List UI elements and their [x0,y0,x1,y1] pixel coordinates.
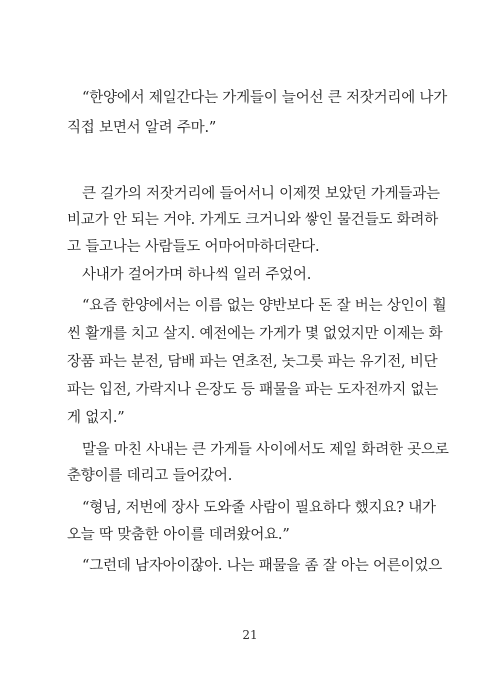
text-line: 씬 활개를 치고 살지. 예전에는 가게가 몇 없었지만 이제는 화 [67,326,443,342]
text-line: 고 들고나는 사람들도 어마어마하더란다. [67,239,320,255]
text-line: “한양에서 제일간다는 가게들이 늘어선 큰 저잣거리에 나가 [82,90,448,106]
text-line: 게 없지.” [67,410,125,426]
text-line: “요즘 한양에서는 이름 없는 양반보다 돈 잘 버는 상인이 훨 [82,298,447,314]
text-line: 비교가 안 되는 거야. 가게도 크거니와 쌓인 물건들도 화려하 [67,212,439,228]
text-line: “형님, 저번에 장사 도와줄 사람이 필요하다 했지요? 내가 [82,500,436,516]
text-line: 사내가 걸어가며 하나씩 일러 주었어. [82,267,312,283]
text-line: 파는 입전, 가락지나 은장도 등 패물을 파는 도자전까지 없는 [67,382,439,398]
page-number: 21 [242,628,258,642]
text-line: 큰 길가의 저잣거리에 들어서니 이제껏 보았던 가게들과는 [82,186,440,202]
text-line: 말을 마친 사내는 큰 가게들 사이에서도 제일 화려한 곳으로 [82,442,449,458]
text-line: 직접 보면서 알려 주마.” [67,120,217,136]
text-line: 장품 파는 분전, 담배 파는 연초전, 놋그릇 파는 유기전, 비단 [67,354,438,370]
text-line: 오늘 딱 맞춤한 아이를 데려왔어요.” [67,527,290,543]
text-line: 춘향이를 데리고 들어갔어. [67,468,233,484]
text-line: “그런데 남자아이잖아. 나는 패물을 좀 잘 아는 어른이었으 [82,558,443,574]
